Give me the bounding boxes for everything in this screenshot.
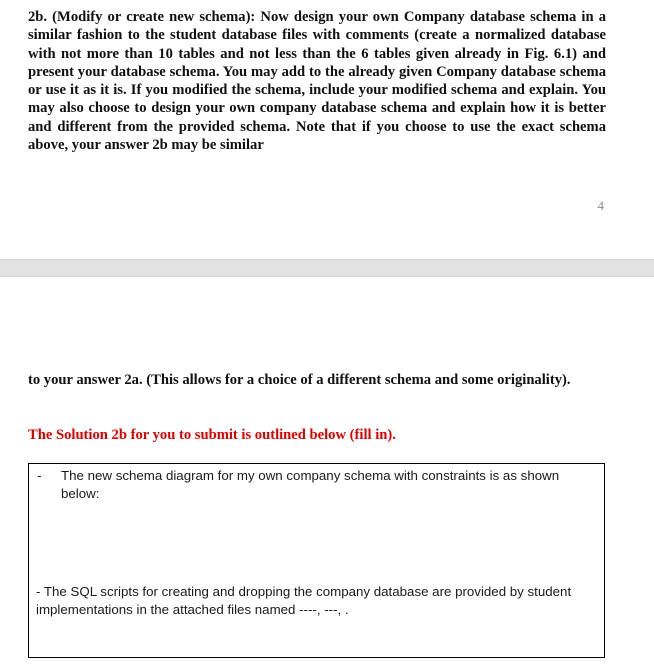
solution-heading: The Solution 2b for you to submit is outlined below (fill in). (28, 427, 396, 443)
document-page-top (0, 0, 654, 259)
question-2b-paragraph: 2b. (Modify or create new schema): Now design your own Company database schema in a similar fashion to the student database files with comments (create a normalized database with not more than 10 tables and not less than the 6 tables given already in Fig. 6.1) and present your database schema. You may add to the already given Company database schema or use it as it is. If you modified the schema, include your modified schema and explain. You may also choose to design your own company database schema and explain how it is better and different from the provided schema. Note that if you choose to use the exact schema above, your answer 2b may be similar (28, 9, 606, 154)
bullet-dash: - (37, 468, 42, 483)
page-number: 4 (597, 198, 604, 213)
document-page-bottom (0, 277, 654, 670)
page-break-gap (0, 259, 654, 277)
question-2b-continued-paragraph: to your answer 2a. (This allows for a choice of a different schema and some originality). (28, 372, 571, 388)
sql-scripts-item: - The SQL scripts for creating and dropping the company database are provided by student implementations in the attached files named ----, ---, . (36, 584, 572, 618)
schema-diagram-item: The new schema diagram for my own company schema with constraints is as shown below: (61, 468, 560, 502)
answer-box[interactable] (28, 463, 605, 658)
